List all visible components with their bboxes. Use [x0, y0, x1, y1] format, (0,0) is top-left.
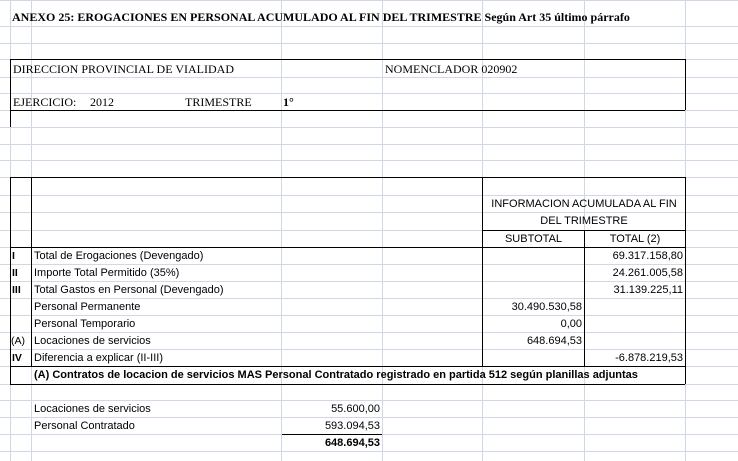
row-total: 31.139.225,11 [613, 284, 683, 296]
row-label: Personal Temporario [34, 318, 136, 330]
trimestre-value: 1° [283, 95, 294, 109]
row-code: IV [12, 352, 22, 364]
row-label: Diferencia a explicar (II-III) [34, 352, 163, 364]
row-total: 69.317.158,80 [612, 250, 683, 262]
detail-value: 55.600,00 [331, 403, 380, 415]
row-label: Personal Permanente [34, 301, 141, 313]
row-code: II [12, 267, 18, 279]
group-header-line2: DEL TRIMESTRE [540, 215, 628, 227]
col-total-header: TOTAL (2) [609, 233, 661, 245]
row-total: -6.878.219,53 [615, 352, 683, 364]
footnote: (A) Contratos de locacion de servicios MAS Personal Contratado registrado en partida 512 según planillas adjuntas [34, 369, 638, 381]
row-label: Total Gastos en Personal (Devengado) [34, 284, 224, 296]
row-code: I [12, 250, 15, 262]
trimestre-label: TRIMESTRE [185, 95, 252, 109]
col-subtotal-header: SUBTOTAL [504, 233, 563, 245]
row-label: Locaciones de servicios [34, 335, 151, 347]
row-total: 24.261.005,58 [612, 267, 683, 279]
row-code: (A) [11, 335, 25, 347]
page-title [12, 9, 630, 25]
detail-label: Personal Contratado [34, 420, 135, 432]
nomenclador: NOMENCLADOR 020902 [385, 62, 518, 76]
row-subtotal: 30.490.530,58 [511, 301, 582, 313]
ejercicio-value: 2012 [90, 95, 114, 109]
row-label: Importe Total Permitido (35%) [34, 267, 180, 279]
row-code: III [12, 284, 21, 296]
title-main: ANEXO 25: EROGACIONES EN PERSONAL ACUMULADO AL FIN DEL TRIMESTRE [12, 10, 482, 24]
group-header-line1: INFORMACION ACUMULADA AL FIN [491, 198, 677, 210]
detail-value: 593.094,53 [324, 420, 380, 432]
title-suffix: Según Art 35 último párrafo [484, 10, 630, 24]
row-subtotal: 0,00 [560, 318, 582, 330]
detail-total: 648.694,53 [324, 437, 380, 449]
ejercicio-label: EJERCICIO: [13, 95, 77, 109]
organismo-name: DIRECCION PROVINCIAL DE VIALIDAD [13, 62, 234, 76]
row-label: Total de Erogaciones (Devengado) [34, 250, 204, 262]
detail-label: Locaciones de servicios [34, 403, 151, 415]
row-subtotal: 648.694,53 [526, 335, 582, 347]
